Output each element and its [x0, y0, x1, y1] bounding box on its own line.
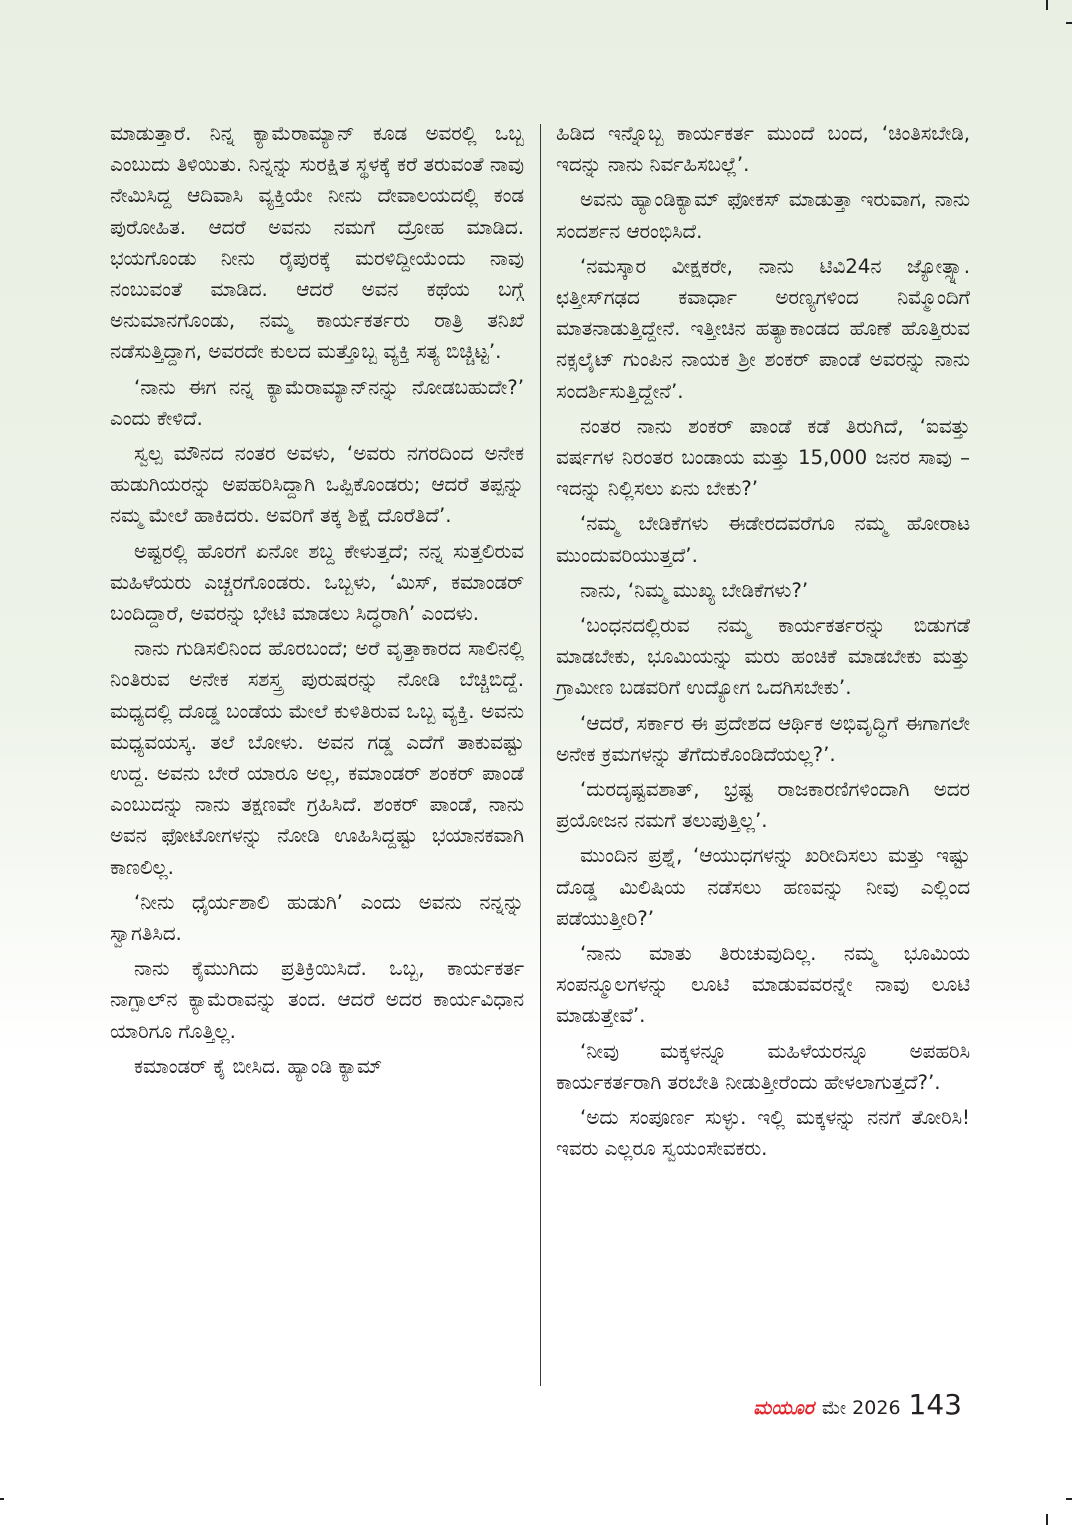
paragraph: ಅವನು ಹ್ಯಾಂಡಿಕ್ಯಾಮ್ ಫೋಕಸ್ ಮಾಡುತ್ತಾ ಇರುವಾಗ, ನಾನು ಸಂದರ್ಶನ ಆರಂಭಿಸಿದೆ. [556, 188, 970, 243]
paragraph: ‘ನಮಸ್ಕಾರ ವೀಕ್ಷಕರೇ, ನಾನು ಟಿವಿ24ನ ಜ್ಯೋತ್ಸ್ನಾ. ಛತ್ತೀಸ್‌ಗಢದ ಕವಾರ್ಧಾ ಅರಣ್ಯಗಳಿಂದ ನಿಮ್ಮೊಂದಿಗೆ ಮಾತನಾಡುತ್ತಿದ್ದೇನೆ. ಇತ್ತೀಚಿನ ಹತ್ಯಾಕಾಂಡದ ಹೊಣೆ ಹೊತ್ತಿರುವ ನಕ್ಸಲೈಟ್ ಗುಂಪಿನ ನಾಯಕ ಶ್ರೀ ಶಂಕರ್ ಪಾಂಡೆ ಅವರನ್ನು ನಾನು ಸಂದರ್ಶಿಸುತ್ತಿದ್ದೇನೆ’. [556, 254, 970, 403]
paragraph: ‘ನಮ್ಮ ಬೇಡಿಕೆಗಳು ಈಡೇರದವರೆಗೂ ನಮ್ಮ ಹೋರಾಟ ಮುಂದುವರಿಯುತ್ತದೆ’. [556, 512, 970, 567]
paragraph: ನಾನು, ‘ನಿಮ್ಮ ಮುಖ್ಯ ಬೇಡಿಕೆಗಳು?’ [580, 578, 809, 602]
crop-mark-right-top [1066, 22, 1072, 24]
paragraph: ‘ದುರದೃಷ್ಟವಶಾತ್, ಭ್ರಷ್ಟ ರಾಜಕಾರಣಿಗಳಿಂದಾಗಿ ಅದರ ಪ್ರಯೋಜನ ನಮಗೆ ತಲುಪುತ್ತಿಲ್ಲ’. [556, 778, 970, 833]
paragraph: ಮಾಡುತ್ತಾರೆ. ನಿನ್ನ ಕ್ಯಾಮೆರಾಮ್ಯಾನ್ ಕೂಡ ಅವರಲ್ಲಿ ಒಬ್ಬ ಎಂಬುದು ತಿಳಿಯಿತು. ನಿನ್ನನ್ನು ಸುರಕ್ಷಿತ ಸ್ಥಳಕ್ಕೆ ಕರೆ ತರುವಂತೆ ನಾವು ನೇಮಿಸಿದ್ದ ಆದಿವಾಸಿ ವ್ಯಕ್ತಿಯೇ ನೀನು ದೇವಾಲಯದಲ್ಲಿ ಕಂಡ ಪುರೋಹಿತ. ಆದರೆ ಅವನು ನಮಗೆ ದ್ರೋಹ ಮಾಡಿದ. ಭಯಗೊಂಡು ನೀನು ರೈಪುರಕ್ಕೆ ಮರಳಿದ್ದೀಯೆಂದು ನಾವು ನಂಬುವಂತೆ ಮಾಡಿದ. ಆದರೆ ಅವನ ಕಥೆಯ ಬಗ್ಗೆ ಅನುಮಾನಗೊಂಡು, ನಮ್ಮ ಕಾರ್ಯಕರ್ತರು ರಾತ್ರಿ ತನಿಖೆ ನಡೆಸುತ್ತಿದ್ದಾಗ, ಅವರದೇ ಕುಲದ ಮತ್ತೊಬ್ಬ ವ್ಯಕ್ತಿ ಸತ್ಯ ಬಿಚ್ಚಿಟ್ಟ’. [110, 122, 524, 364]
paragraph: ಸ್ವಲ್ಪ ಮೌನದ ನಂತರ ಅವಳು, ‘ಅವರು ನಗರದಿಂದ ಅನೇಕ ಹುಡುಗಿಯರನ್ನು ಅಪಹರಿಸಿದ್ದಾಗಿ ಒಪ್ಪಿಕೊಂಡರು; ಆದರೆ ತಪ್ಪನ್ನು ನಮ್ಮ ಮೇಲೆ ಹಾಕಿದರು. ಅವರಿಗೆ ತಕ್ಕ ಶಿಕ್ಷೆ ದೊರೆತಿದೆ’. [110, 442, 524, 528]
paragraph: ‘ನಾನು ಈಗ ನನ್ನ ಕ್ಯಾಮೆರಾಮ್ಯಾನ್‌ನನ್ನು ನೋಡಬಹುದೇ?’ ಎಂದು ಕೇಳಿದೆ. [110, 375, 524, 430]
paragraph: ನಂತರ ನಾನು ಶಂಕರ್ ಪಾಂಡೆ ಕಡೆ ತಿರುಗಿದೆ, ‘ಐವತ್ತು ವರ್ಷಗಳ ನಿರಂತರ ಬಂಡಾಯ ಮತ್ತು 15,000 ಜನರ ಸಾವು – ಇದನ್ನು ನಿಲ್ಲಿಸಲು ಏನು ಬೇಕು?’ [556, 414, 970, 501]
crop-mark-top [1046, 0, 1048, 10]
paragraph: ಮುಂದಿನ ಪ್ರಶ್ನೆ, ‘ಆಯುಧಗಳನ್ನು ಖರೀದಿಸಲು ಮತ್ತು ಇಷ್ಟು ದೊಡ್ಡ ಮಿಲಿಷಿಯ ನಡೆಸಲು ಹಣವನ್ನು ನೀವು ಎಲ್ಲಿಂದ ಪಡೆಯುತ್ತೀರಿ?’ [556, 844, 970, 930]
paragraph: ನಾನು ಕೈಮುಗಿದು ಪ್ರತಿಕ್ರಿಯಿಸಿದೆ. ಒಬ್ಬ, ಕಾರ್ಯಕರ್ತ ನಾಗ್ಪಾಲ್‌ನ ಕ್ಯಾಮೆರಾವನ್ನು ತಂದ. ಆದರೆ ಅದರ ಕಾರ್ಯವಿಧಾನ ಯಾರಿಗೂ ಗೊತ್ತಿಲ್ಲ. [110, 957, 524, 1043]
paragraph: ‘ಆದರೆ, ಸರ್ಕಾರ ಈ ಪ್ರದೇಶದ ಆರ್ಥಿಕ ಅಭಿವೃದ್ಧಿಗೆ ಈಗಾಗಲೇ ಅನೇಕ ಕ್ರಮಗಳನ್ನು ತೆಗೆದುಕೊಂಡಿದೆಯಲ್ಲ?’. [556, 711, 970, 766]
page-footer [753, 1388, 962, 1432]
magazine-logo: ಮಯೂರ [753, 1397, 814, 1419]
paragraph: ‘ನಾನು ಮಾತು ತಿರುಚುವುದಿಲ್ಲ. ನಮ್ಮ ಭೂಮಿಯ ಸಂಪನ್ಮೂಲಗಳನ್ನು ಲೂಟಿ ಮಾಡುವವರನ್ನೇ ನಾವು ಲೂಟಿ ಮಾಡುತ್ತೇವೆ’. [556, 942, 970, 1028]
paragraph: ಅಷ್ಟರಲ್ಲಿ ಹೊರಗೆ ಏನೋ ಶಬ್ದ ಕೇಳುತ್ತದೆ; ನನ್ನ ಸುತ್ತಲಿರುವ ಮಹಿಳೆಯರು ಎಚ್ಚರಗೊಂಡರು. ಒಬ್ಬಳು, ‘ಮಿಸ್, ಕಮಾಂಡರ್ ಬಂದಿದ್ದಾರೆ, ಅವರನ್ನು ಭೇಟಿ ಮಾಡಲು ಸಿದ್ಧರಾಗಿ’ ಎಂದಳು. [110, 539, 524, 626]
crop-mark-left-bottom [0, 1498, 4, 1500]
paragraph: ‘ಅದು ಸಂಪೂರ್ಣ ಸುಳ್ಳು. ಇಲ್ಲಿ ಮಕ್ಕಳನ್ನು ನನಗೆ ತೋರಿಸಿ! ಇವರು ಎಲ್ಲರೂ ಸ್ವಯಂಸೇವಕರು. [556, 1106, 970, 1161]
paragraph: ‘ನೀನು ಧೈರ್ಯಶಾಲಿ ಹುಡುಗಿ’ ಎಂದು ಅವನು ನನ್ನನ್ನು ಸ್ವಾಗತಿಸಿದ. [110, 890, 524, 946]
issue-date: ಮೇ 2026 [821, 1397, 901, 1419]
paragraph: ‘ಬಂಧನದಲ್ಲಿರುವ ನಮ್ಮ ಕಾರ್ಯಕರ್ತರನ್ನು ಬಿಡುಗಡೆ ಮಾಡಬೇಕು, ಭೂಮಿಯನ್ನು ಮರು ಹಂಚಿಕೆ ಮಾಡಬೇಕು ಮತ್ತು ಗ್ರಾಮೀಣ ಬಡವರಿಗೆ ಉದ್ಯೋಗ ಒದಗಿಸಬೇಕು’. [556, 614, 970, 700]
column-divider [540, 124, 541, 1386]
paragraph: ಹಿಡಿದ ಇನ್ನೊಬ್ಬ ಕಾರ್ಯಕರ್ತ ಮುಂದೆ ಬಂದ, ‘ಚಿಂತಿಸಬೇಡಿ, ಇದನ್ನು ನಾನು ನಿರ್ವಹಿಸಬಲ್ಲೆ’. [556, 122, 970, 177]
right-column [556, 118, 970, 1169]
crop-mark-bottom [1046, 1514, 1048, 1525]
paragraph: ‘ನೀವು ಮಕ್ಕಳನ್ನೂ ಮಹಿಳೆಯರನ್ನೂ ಅಪಹರಿಸಿ ಕಾರ್ಯಕರ್ತರಾಗಿ ತರಬೇತಿ ನೀಡುತ್ತೀರೆಂದು ಹೇಳಲಾಗುತ್ತದೆ?’. [556, 1039, 970, 1094]
crop-mark-right-bottom [1066, 1498, 1072, 1500]
paragraph: ಕಮಾಂಡರ್ ಕೈ ಬೀಸಿದ. ಹ್ಯಾಂಡಿ ಕ್ಯಾಮ್ [134, 1054, 383, 1078]
page-number: 143 [908, 1388, 962, 1421]
left-column [110, 118, 524, 1086]
paragraph: ನಾನು ಗುಡಿಸಲಿನಿಂದ ಹೊರಬಂದೆ; ಅರೆ ವೃತ್ತಾಕಾರದ ಸಾಲಿನಲ್ಲಿ ನಿಂತಿರುವ ಅನೇಕ ಸಶಸ್ತ್ರ ಪುರುಷರನ್ನು ನೋಡಿ ಬೆಚ್ಚಿಬಿದ್ದೆ. ಮಧ್ಯದಲ್ಲಿ ದೊಡ್ಡ ಬಂಡೆಯ ಮೇಲೆ ಕುಳಿತಿರುವ ಒಬ್ಬ ವ್ಯಕ್ತಿ. ಅವನು ಮಧ್ಯವಯಸ್ಕ. ತಲೆ ಬೋಳು. ಅವನ ಗಡ್ಡ ಎದೆಗೆ ತಾಕುವಷ್ಟು ಉದ್ದ. ಅವನು ಬೇರೆ ಯಾರೂ ಅಲ್ಲ, ಕಮಾಂಡರ್ ಶಂಕರ್ ಪಾಂಡೆ ಎಂಬುದನ್ನು ನಾನು ತಕ್ಷಣವೇ ಗ್ರಹಿಸಿದೆ. ಶಂಕರ್ ಪಾಂಡೆ, ನಾನು ಅವನ ಫೋಟೋಗಳನ್ನು ನೋಡಿ ಊಹಿಸಿದ್ದಷ್ಟು ಭಯಾನಕವಾಗಿ ಕಾಣಲಿಲ್ಲ. [110, 637, 524, 879]
